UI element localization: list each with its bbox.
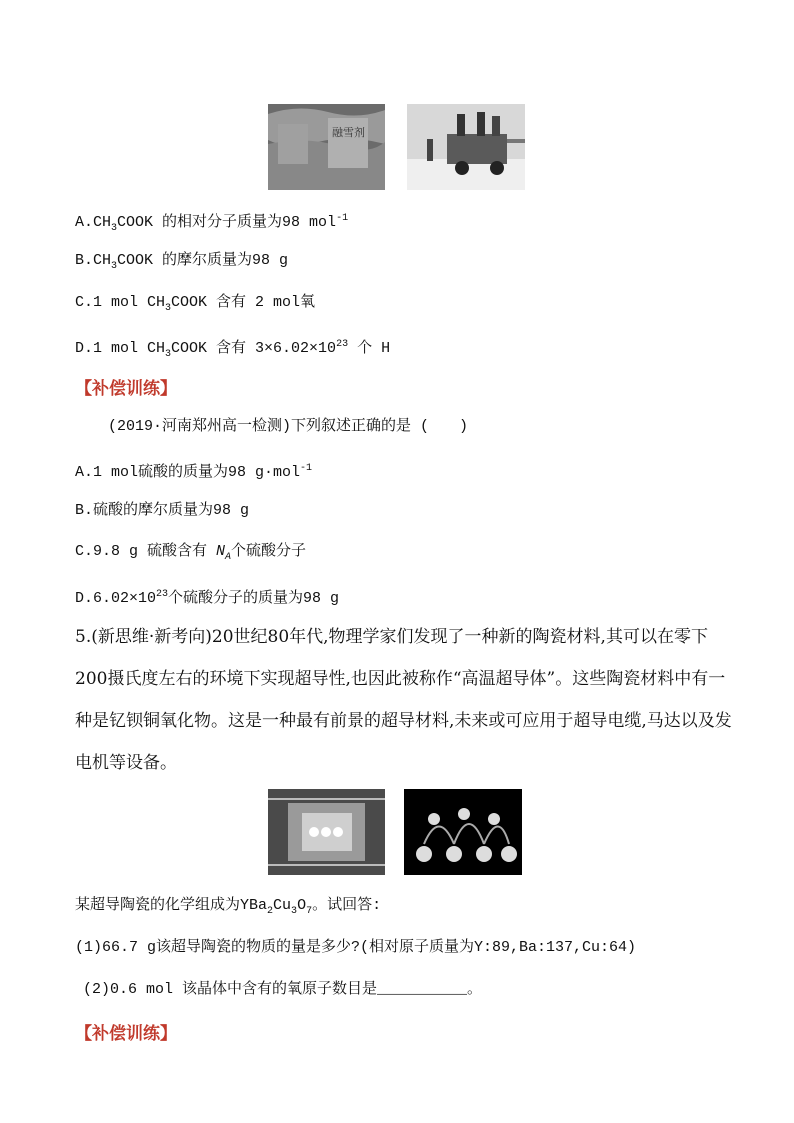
- supp-option-c: C.9.8 g 硫酸含有 $N_A$个硫酸分子: [75, 543, 307, 563]
- sub-question-1: (1)66.7 g该超导陶瓷的物质的量是多少?(相对原子质量为Y:89,Ba:137,Cu:64): [75, 939, 637, 956]
- supplementary-training-heading-2: 【补偿训练】: [75, 1024, 177, 1044]
- atomic-model-image: [404, 789, 522, 875]
- sub-question-2: (2)0.6 mol 该晶体中含有的氧原子数目是__________。: [83, 981, 483, 998]
- option-a: $A.CH_3COOK$ 的相对分子质量为98 mol$^{-1}$: [75, 213, 349, 234]
- option-d: D.1 mol $CH_3COOK$ 含有 $3\times 6.02\times 10^{23}$ 个 H: [75, 339, 391, 360]
- crystal-structure-image: [268, 789, 385, 875]
- question-5-paragraph: 5.(新思维·新考向)20世纪80年代,物理学家们发现了一种新的陶瓷材料,其可以在零下200摄氏度左右的环境下实现超导性,也因此被称作“高温超导体”。这些陶瓷材料中有一种是钇钡铜氧化物。这是一种最有前景的超导材料,未来或可应用于超导电缆,马达以及发电机等设备。: [75, 627, 732, 773]
- snow-melting-agent-bags-photo: [268, 104, 385, 190]
- supp-option-d: $D.6.02\times 10^{23}$个硫酸分子的质量为98 g: [75, 589, 340, 607]
- svg-text:融雪剂: 融雪剂: [332, 126, 365, 139]
- option-b: $B.CH_3COOK$ 的摩尔质量为98 g: [75, 252, 289, 272]
- supp-option-b: B.硫酸的摩尔质量为98 g: [75, 502, 250, 519]
- supplementary-question: (2019·河南郑州高一检测)下列叙述正确的是 ( ): [108, 418, 469, 435]
- supp-option-a: A.1 mol硫酸的质量为98 g·mol$^{-1}$: [75, 463, 313, 481]
- composition-statement: 某超导陶瓷的化学组成为$YBa_2Cu_3O_7$。试回答:: [75, 897, 382, 917]
- workers-on-truck-photo: [407, 104, 525, 190]
- supplementary-training-heading: 【补偿训练】: [75, 379, 177, 399]
- option-c: C.1 mol $CH_3COOK$ 含有 2 mol氧: [75, 294, 316, 314]
